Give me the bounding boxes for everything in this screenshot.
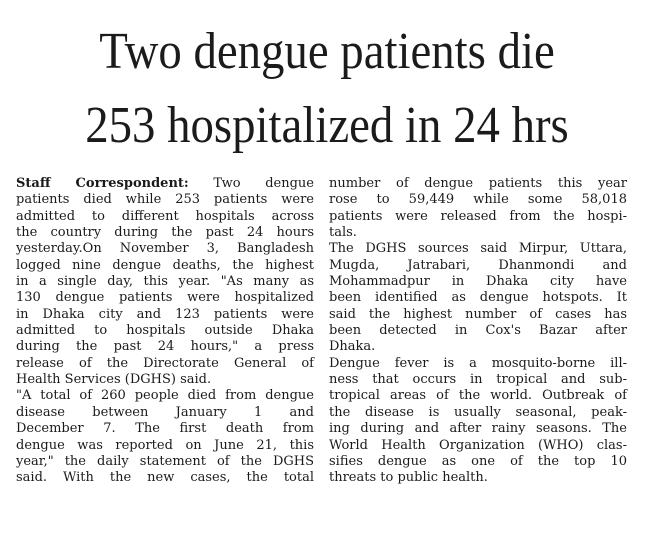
article-line: 130 dengue patients were hospitalized bbox=[16, 290, 314, 306]
article-column-left bbox=[16, 176, 314, 487]
article-line: dengue was reported on June 21, this bbox=[16, 437, 314, 453]
article-line: in a single day, this year. "As many as bbox=[16, 274, 314, 290]
article-line: disease between January 1 and bbox=[16, 404, 314, 420]
article-column-right bbox=[329, 176, 627, 487]
article-line: admitted to different hospitals across bbox=[16, 208, 314, 224]
article-line: number of dengue patients this year bbox=[329, 176, 627, 191]
byline: Staff Correspondent: bbox=[16, 176, 189, 191]
article-line-text: Two dengue bbox=[188, 176, 314, 191]
article-line: admitted to hospitals outside Dhaka bbox=[16, 323, 314, 339]
article-line: Health Services (DGHS) said. bbox=[16, 372, 212, 388]
article-line: The DGHS sources said Mirpur, Uttara, bbox=[329, 241, 627, 257]
article-line: rose to 59,449 while some 58,018 bbox=[329, 192, 627, 208]
article-line: said. With the new cases, the total bbox=[16, 470, 314, 486]
article-line: patients died while 253 patients were bbox=[16, 192, 314, 208]
article-line: the country during the past 24 hours bbox=[16, 225, 314, 241]
article-line: during the past 24 hours," a press bbox=[16, 339, 314, 355]
article-line: sifies dengue as one of the top 10 bbox=[329, 453, 627, 469]
article-line: tropical areas of the world. Outbreak of bbox=[329, 388, 627, 404]
article-line: tals. bbox=[329, 225, 357, 241]
headline-line-2: 253 hospitalized in 24 hrs bbox=[85, 97, 569, 154]
article-line: been detected in Cox's Bazar after bbox=[329, 323, 627, 339]
article-line: December 7. The first death from bbox=[16, 421, 314, 437]
article-line: in Dhaka city and 123 patients were bbox=[16, 306, 314, 322]
article-line: threats to public health. bbox=[329, 470, 488, 486]
article-line: said the highest number of cases has bbox=[329, 306, 627, 322]
article-line bbox=[16, 176, 314, 192]
article-line: been identified as dengue hotspots. It bbox=[329, 290, 627, 306]
article-line: Dengue fever is a mosquito-borne ill- bbox=[329, 355, 627, 371]
article-line: logged nine dengue deaths, the highest bbox=[16, 257, 314, 273]
article-line: year," the daily statement of the DGHS bbox=[16, 453, 314, 469]
article-line: "A total of 260 people died from dengue bbox=[16, 388, 314, 404]
headline-line-1: Two dengue patients die bbox=[99, 23, 555, 80]
article-line: ness that occurs in tropical and sub- bbox=[329, 372, 627, 388]
article-line: yesterday.On November 3, Bangladesh bbox=[16, 241, 314, 257]
article-line: World Health Organization (WHO) clas- bbox=[329, 437, 627, 453]
article-line: patients were released from the hospi- bbox=[329, 208, 627, 224]
article-line: Dhaka. bbox=[329, 339, 376, 355]
article-line: Mohammadpur in Dhaka city have bbox=[329, 274, 627, 290]
article-line: ing during and after rainy seasons. The bbox=[329, 421, 627, 437]
article-line: release of the Directorate General of bbox=[16, 355, 314, 371]
article-line: the disease is usually seasonal, peak- bbox=[329, 404, 627, 420]
article-line: Mugda, Jatrabari, Dhanmondi and bbox=[329, 257, 627, 273]
